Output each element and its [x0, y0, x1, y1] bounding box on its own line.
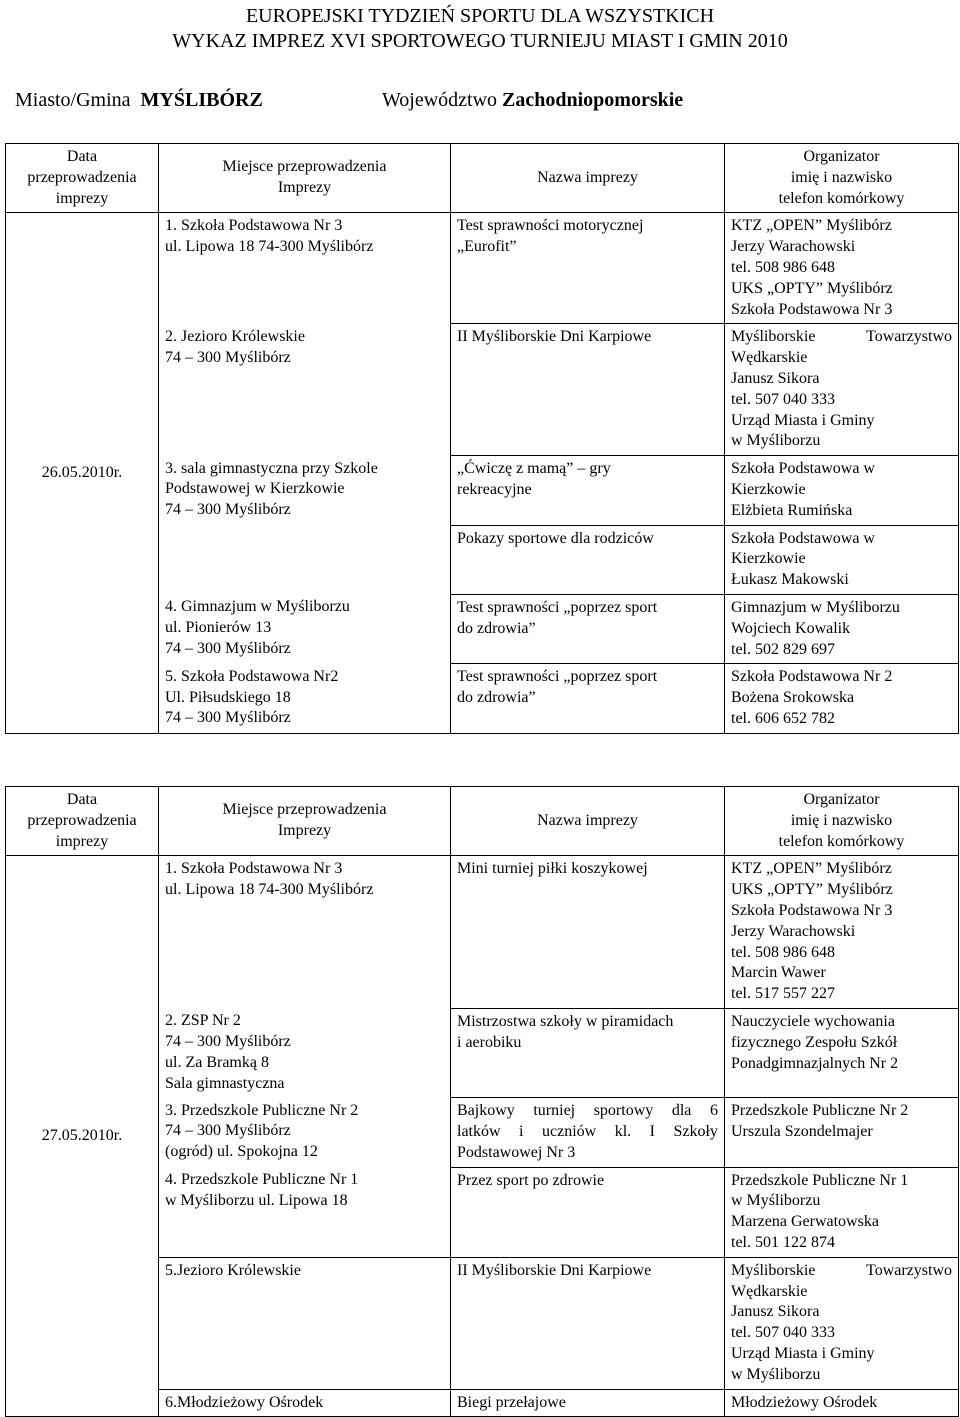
organizer-line: Szkoła Podstawowa w: [731, 460, 875, 478]
organizer-line: UKS „OPTY” Myślibórz: [731, 881, 893, 899]
organizer-line: Gimnazjum w Myśliborzu: [731, 598, 900, 616]
organizer-line: tel. 508 986 648: [731, 943, 835, 961]
place-line: 1. Szkoła Podstawowa Nr 3: [165, 217, 343, 235]
word: turniej: [533, 1102, 576, 1120]
date-text: 26.05.2010r.: [41, 463, 123, 481]
column-header-organizer: [725, 144, 959, 213]
name-line: i aerobiku: [457, 1033, 522, 1051]
place-line: 2. ZSP Nr 2: [165, 1012, 241, 1030]
word: Myśliborskie: [731, 1261, 816, 1279]
header-line: imię i nazwisko: [790, 811, 893, 829]
event-name: [451, 664, 725, 733]
event-place: [159, 1257, 451, 1389]
event-place: [159, 1008, 451, 1097]
name-line: Test sprawności motorycznej: [457, 217, 644, 235]
organizer-line: tel. 606 652 782: [731, 709, 835, 727]
header-line: Organizator: [803, 791, 880, 808]
event-organizer: [725, 525, 959, 594]
event-place: [159, 213, 451, 324]
events-table-2: [5, 786, 959, 1417]
event-name: [451, 1098, 725, 1167]
table-header-row: [6, 787, 959, 856]
place-line: 3. Przedszkole Publiczne Nr 2: [165, 1101, 359, 1119]
column-header-name: [451, 787, 725, 856]
organizer-line: Przedszkole Publiczne Nr 2: [731, 1102, 909, 1120]
city-line: [15, 88, 263, 112]
organizer-justified-line: [731, 327, 952, 348]
header-title: EUROPEJSKI TYDZIEŃ SPORTU DLA WSZYSTKICH: [245, 5, 715, 27]
voivodeship-line: [382, 88, 683, 112]
event-name: [451, 525, 725, 594]
event-organizer: [725, 856, 959, 1009]
organizer-line: Janusz Sikora: [731, 1303, 820, 1321]
header-line: Imprezy: [277, 179, 332, 197]
name-line: Podstawowej Nr 3: [457, 1143, 576, 1161]
column-header-date: [6, 144, 159, 213]
event-place: [159, 594, 451, 663]
header-line: telefon komórkowy: [778, 832, 905, 850]
event-place: [159, 1167, 451, 1257]
place-line: 3. sala gimnastyczna przy Szkole: [165, 459, 378, 477]
name-line: Test sprawności „poprzez sport: [457, 668, 658, 686]
event-organizer: [725, 1257, 959, 1389]
organizer-line: Ponadgimnazjalnych Nr 2: [731, 1054, 899, 1072]
event-place: [159, 456, 451, 595]
name-line: II Myśliborskie Dni Karpiowe: [457, 328, 652, 346]
organizer-line: Szkoła Podstawowa w: [731, 529, 875, 547]
name-line: Przez sport po zdrowie: [457, 1171, 605, 1189]
organizer-line: Kierzkowie: [731, 550, 806, 568]
header-line: przeprowadzenia: [27, 811, 137, 829]
organizer-line: tel. 502 829 697: [731, 640, 835, 658]
place-line: 1. Szkoła Podstawowa Nr 3: [165, 860, 343, 878]
header-subtitle: WYKAZ IMPREZ XVI SPORTOWEGO TURNIEJU MIAST I GMIN 2010: [172, 30, 788, 52]
organizer-line: Szkoła Podstawowa Nr 2: [731, 668, 893, 686]
name-line: Mistrzostwa szkoły w piramidach: [457, 1012, 674, 1030]
header-line: imię i nazwisko: [790, 168, 893, 186]
organizer-line: UKS „OPTY” Myślibórz: [731, 279, 893, 297]
place-line: 74 – 300 Myślibórz: [165, 501, 291, 519]
header-line: Nazwa imprezy: [537, 168, 638, 186]
event-date: [6, 856, 159, 1417]
place-line: Ul. Piłsudskiego 18: [165, 688, 291, 706]
event-name: [451, 1167, 725, 1257]
date-text: 27.05.2010r.: [41, 1126, 123, 1144]
word: I: [649, 1122, 655, 1140]
header-line: imprezy: [55, 832, 109, 850]
header-line: imprezy: [55, 189, 109, 207]
event-place: [159, 1098, 451, 1167]
organizer-line: Marcin Wawer: [731, 964, 826, 982]
column-header-name: [451, 144, 725, 213]
place-line: 2. Jezioro Królewskie: [165, 327, 305, 345]
organizer-line: KTZ „OPEN” Myślibórz: [731, 217, 892, 235]
column-header-organizer: [725, 787, 959, 856]
organizer-line: Urząd Miasta i Gminy: [731, 1344, 875, 1362]
event-name: [451, 456, 725, 525]
table-header-row: [6, 144, 959, 213]
organizer-line: Jerzy Warachowski: [731, 238, 856, 256]
name-line: Test sprawności „poprzez sport: [457, 598, 658, 616]
place-line: 74 – 300 Myślibórz: [165, 1122, 291, 1140]
event-organizer: [725, 594, 959, 663]
header-line: Miejsce przeprowadzenia: [222, 158, 387, 176]
place-line: (ogród) ul. Spokojna 12: [165, 1143, 318, 1161]
organizer-line: Elżbieta Rumińska: [731, 501, 853, 519]
organizer-line: tel. 501 122 874: [731, 1233, 835, 1251]
organizer-line: Wędkarskie: [731, 1282, 808, 1300]
organizer-line: Przedszkole Publiczne Nr 1: [731, 1171, 909, 1189]
place-line: Podstawowej w Kierzkowie: [165, 480, 345, 498]
place-line: ul. Lipowa 18 74-300 Myślibórz: [165, 238, 374, 256]
event-organizer: [725, 1098, 959, 1167]
event-place: [159, 856, 451, 1009]
place-line: 4. Gimnazjum w Myśliborzu: [165, 598, 350, 616]
word: Bajkowy: [457, 1102, 515, 1120]
header-line: Data: [66, 148, 98, 165]
name-justified-line: [457, 1101, 718, 1122]
place-line: 5.Jezioro Królewskie: [165, 1261, 301, 1279]
organizer-line: Szkoła Podstawowa Nr 3: [731, 300, 893, 318]
word: Towarzystwo: [866, 328, 952, 346]
name-line: Mini turniej piłki koszykowej: [457, 860, 648, 878]
organizer-line: Janusz Sikora: [731, 369, 820, 387]
event-organizer: [725, 1389, 959, 1417]
place-line: 74 – 300 Myślibórz: [165, 1033, 291, 1051]
organizer-line: Bożena Srokowska: [731, 689, 855, 707]
event-name: [451, 1389, 725, 1417]
organizer-line: w Myśliborzu: [731, 432, 821, 450]
column-header-place: [159, 144, 451, 213]
event-organizer: [725, 213, 959, 324]
word: dla: [671, 1102, 692, 1120]
place-line: Sala gimnastyczna: [165, 1074, 285, 1092]
voivodeship-label: Województwo: [382, 89, 498, 111]
organizer-line: Nauczyciele wychowania: [731, 1012, 895, 1030]
event-name: [451, 213, 725, 324]
name-line: Biegi przełajowe: [457, 1393, 566, 1411]
event-name: [451, 324, 725, 456]
word: i: [519, 1122, 524, 1140]
organizer-line: Kierzkowie: [731, 480, 806, 498]
event-place: [159, 324, 451, 456]
organizer-line: w Myśliborzu: [731, 1365, 821, 1383]
organizer-line: Wędkarskie: [731, 349, 808, 367]
word: 6: [709, 1102, 718, 1120]
organizer-line: Urszula Szondelmajer: [731, 1122, 873, 1140]
name-line: Pokazy sportowe dla rodziców: [457, 529, 654, 547]
name-line: do zdrowia”: [457, 689, 536, 707]
name-line: „Eurofit”: [457, 238, 517, 256]
event-date: [6, 213, 159, 733]
header-line: Nazwa imprezy: [537, 811, 638, 829]
organizer-line: tel. 507 040 333: [731, 390, 835, 408]
organizer-line: Młodzieżowy Ośrodek: [731, 1393, 878, 1411]
header-line: Organizator: [803, 148, 880, 165]
event-organizer: [725, 664, 959, 733]
organizer-line: Wojciech Kowalik: [731, 619, 851, 637]
organizer-line: Urząd Miasta i Gminy: [731, 411, 875, 429]
event-organizer: [725, 456, 959, 525]
table-row: [6, 213, 959, 324]
organizer-line: w Myśliborzu: [731, 1192, 821, 1210]
organizer-line: Jerzy Warachowski: [731, 922, 856, 940]
word: uczniów: [542, 1122, 597, 1140]
name-justified-line: [457, 1122, 718, 1143]
event-name: [451, 856, 725, 1009]
organizer-line: tel. 508 986 648: [731, 258, 835, 276]
word: Szkoły: [673, 1122, 718, 1140]
header-line: Miejsce przeprowadzenia: [222, 801, 387, 819]
place-line: 5. Szkoła Podstawowa Nr2: [165, 667, 339, 685]
header-line: przeprowadzenia: [27, 168, 137, 186]
event-name: [451, 594, 725, 663]
place-line: ul. Za Bramką 8: [165, 1054, 269, 1072]
place-line: 4. Przedszkole Publiczne Nr 1: [165, 1171, 359, 1189]
organizer-justified-line: [731, 1261, 952, 1282]
event-organizer: [725, 1167, 959, 1257]
city-label: Miasto/Gmina: [15, 89, 131, 111]
place-line: ul. Pionierów 13: [165, 619, 272, 637]
word: sportowy: [593, 1102, 654, 1120]
column-header-place: [159, 787, 451, 856]
name-line: II Myśliborskie Dni Karpiowe: [457, 1261, 652, 1279]
name-line: do zdrowia”: [457, 619, 536, 637]
place-line: w Myśliborzu ul. Lipowa 18: [165, 1191, 348, 1209]
organizer-line: fizycznego Zespołu Szkół: [731, 1033, 898, 1051]
place-line: 6.Młodzieżowy Ośrodek: [165, 1393, 324, 1411]
word: kl.: [614, 1122, 632, 1140]
city-name: MYŚLIBÓRZ: [140, 89, 263, 111]
organizer-line: Marzena Gerwatowska: [731, 1213, 879, 1231]
event-organizer: [725, 324, 959, 456]
table-row: [6, 856, 959, 1009]
name-line: „Ćwiczę z mamą” – gry: [457, 460, 611, 478]
organizer-line: Szkoła Podstawowa Nr 3: [731, 901, 893, 919]
organizer-line: KTZ „OPEN” Myślibórz: [731, 860, 892, 878]
event-place: [159, 664, 451, 733]
header-line: Imprezy: [277, 822, 332, 840]
header-line: telefon komórkowy: [778, 189, 905, 207]
place-line: 74 – 300 Myślibórz: [165, 348, 291, 366]
place-line: 74 – 300 Myślibórz: [165, 640, 291, 658]
event-place: [159, 1389, 451, 1417]
organizer-line: Łukasz Makowski: [731, 571, 849, 589]
word: Towarzystwo: [866, 1261, 952, 1279]
word: latków: [457, 1122, 501, 1140]
place-line: 74 – 300 Myślibórz: [165, 709, 291, 727]
place-line: ul. Lipowa 18 74-300 Myślibórz: [165, 881, 374, 899]
event-name: [451, 1008, 725, 1097]
word: Myśliborskie: [731, 328, 816, 346]
event-name: [451, 1257, 725, 1389]
events-table-1: [5, 143, 959, 734]
event-organizer: [725, 1008, 959, 1097]
column-header-date: [6, 787, 159, 856]
voivodeship-name: Zachodniopomorskie: [502, 89, 684, 111]
name-line: rekreacyjne: [457, 480, 532, 498]
organizer-line: tel. 517 557 227: [731, 985, 835, 1003]
organizer-line: tel. 507 040 333: [731, 1324, 835, 1342]
header-line: Data: [66, 791, 98, 808]
